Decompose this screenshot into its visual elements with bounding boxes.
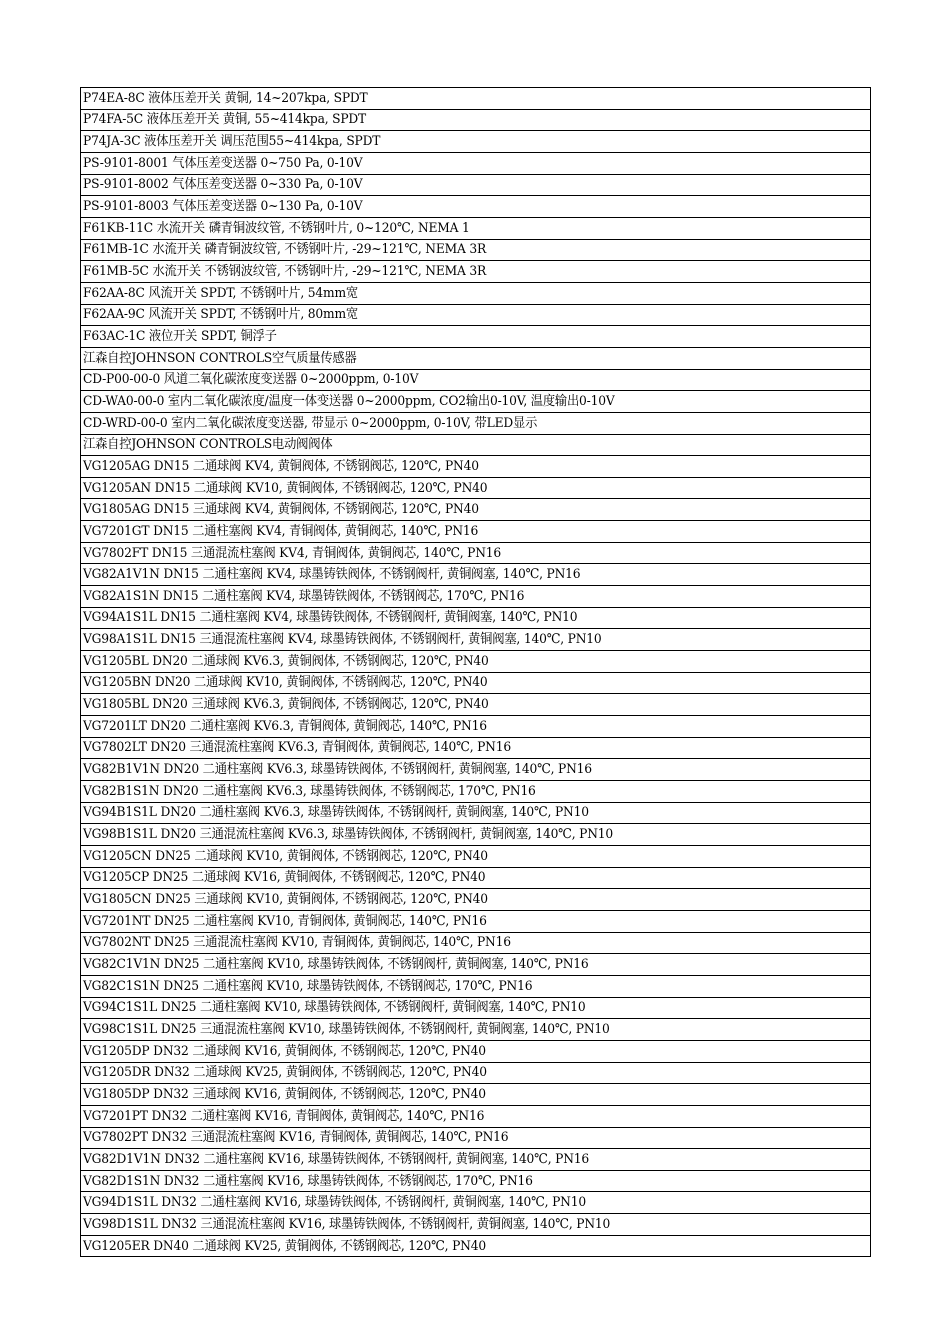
cell-text: 江森自控JOHNSON CONTROLS空气质量传感器 xyxy=(83,350,357,366)
table-row[interactable] xyxy=(81,673,870,695)
spreadsheet-table xyxy=(80,87,871,1257)
cell-text: P74JA-3C 液体压差开关 调压范围55~414kpa, SPDT xyxy=(83,134,381,150)
table-row[interactable] xyxy=(81,88,870,110)
cell-text: VG82A1S1N DN15 二通柱塞阀 KV4, 球墨铸铁阀体, 不锈钢阀芯, 170℃, PN16 xyxy=(83,588,525,604)
table-row[interactable] xyxy=(81,846,870,868)
table-row[interactable] xyxy=(81,175,870,197)
cell-text: VG7802NT DN25 三通混流柱塞阀 KV10, 青铜阀体, 黄铜阀芯, 140℃, PN16 xyxy=(83,935,511,951)
cell-text: 江森自控JOHNSON CONTROLS电动阀阀体 xyxy=(83,437,333,453)
table-row[interactable] xyxy=(81,738,870,760)
table-row[interactable] xyxy=(81,564,870,586)
cell-text: VG1805DP DN32 三通球阀 KV16, 黄铜阀体, 不锈钢阀芯, 120℃, PN40 xyxy=(83,1086,486,1102)
table-row[interactable] xyxy=(81,1106,870,1128)
cell-text: F61KB-11C 水流开关 磷青铜波纹管, 不锈钢叶片, 0~120℃, NEMA 1 xyxy=(83,220,470,236)
table-row[interactable] xyxy=(81,1084,870,1106)
table-row[interactable] xyxy=(81,1236,870,1258)
table-row[interactable] xyxy=(81,651,870,673)
table-row[interactable] xyxy=(81,196,870,218)
cell-text: VG82C1S1N DN25 二通柱塞阀 KV10, 球墨铸铁阀体, 不锈钢阀芯, 170℃, PN16 xyxy=(83,978,533,994)
table-row[interactable] xyxy=(81,435,870,457)
cell-text: VG1205ER DN40 二通球阀 KV25, 黄铜阀体, 不锈钢阀芯, 120℃, PN40 xyxy=(83,1238,486,1254)
table-row[interactable] xyxy=(81,478,870,500)
table-row[interactable] xyxy=(81,716,870,738)
table-row[interactable] xyxy=(81,305,870,327)
table-row[interactable] xyxy=(81,391,870,413)
table-row[interactable] xyxy=(81,110,870,132)
table-row[interactable] xyxy=(81,1041,870,1063)
cell-text: VG1205DP DN32 二通球阀 KV16, 黄铜阀体, 不锈钢阀芯, 120℃, PN40 xyxy=(83,1043,486,1059)
cell-text: CD-P00-00-0 风道二氧化碳浓度变送器 0~2000ppm, 0-10V xyxy=(83,372,419,388)
table-row[interactable] xyxy=(81,629,870,651)
cell-text: F61MB-1C 水流开关 磷青铜波纹管, 不锈钢叶片, -29~121℃, NEMA 3R xyxy=(83,242,487,258)
cell-text: CD-WRD-00-0 室内二氧化碳浓度变送器, 带显示 0~2000ppm, 0-10V, 带LED显示 xyxy=(83,415,538,431)
cell-text: VG7802FT DN15 三通混流柱塞阀 KV4, 青铜阀体, 黄铜阀芯, 140℃, PN16 xyxy=(83,545,502,561)
table-row[interactable] xyxy=(81,218,870,240)
table-row[interactable] xyxy=(81,413,870,435)
cell-text: VG1205CN DN25 二通球阀 KV10, 黄铜阀体, 不锈钢阀芯, 120℃, PN40 xyxy=(83,848,488,864)
table-row[interactable] xyxy=(81,543,870,565)
table-row[interactable] xyxy=(81,694,870,716)
table-row[interactable] xyxy=(81,521,870,543)
table-row[interactable] xyxy=(81,586,870,608)
table-row[interactable] xyxy=(81,759,870,781)
cell-text: VG7201NT DN25 二通柱塞阀 KV10, 青铜阀体, 黄铜阀芯, 140℃, PN16 xyxy=(83,913,487,929)
cell-text: VG1805BL DN20 三通球阀 KV6.3, 黄铜阀体, 不锈钢阀芯, 120℃, PN40 xyxy=(83,697,489,713)
cell-text: VG7201GT DN15 二通柱塞阀 KV4, 青铜阀体, 黄铜阀芯, 140℃, PN16 xyxy=(83,523,479,539)
table-row[interactable] xyxy=(81,803,870,825)
table-row[interactable] xyxy=(81,240,870,262)
cell-text: VG7201PT DN32 二通柱塞阀 KV16, 青铜阀体, 黄铜阀芯, 140℃, PN16 xyxy=(83,1108,485,1124)
table-row[interactable] xyxy=(81,976,870,998)
cell-text: VG82A1V1N DN15 二通柱塞阀 KV4, 球墨铸铁阀体, 不锈钢阀杆, 黄铜阀塞, 140℃, PN16 xyxy=(83,567,581,583)
cell-text: P74EA-8C 液体压差开关 黄铜, 14~207kpa, SPDT xyxy=(83,90,368,106)
table-row[interactable] xyxy=(81,1192,870,1214)
cell-text: CD-WA0-00-0 室内二氧化碳浓度/温度一体变送器 0~2000ppm, CO2输出0-10V, 温度输出0-10V xyxy=(83,393,615,409)
cell-text: VG98C1S1L DN25 三通混流柱塞阀 KV10, 球墨铸铁阀体, 不锈钢阀杆, 黄铜阀塞, 140℃, PN10 xyxy=(83,1021,610,1037)
table-row[interactable] xyxy=(81,1128,870,1150)
cell-text: VG94B1S1L DN20 二通柱塞阀 KV6.3, 球墨铸铁阀体, 不锈钢阀杆, 黄铜阀塞, 140℃, PN10 xyxy=(83,805,589,821)
cell-text: F63AC-1C 液位开关 SPDT, 铜浮子 xyxy=(83,328,277,344)
cell-text: VG82B1S1N DN20 二通柱塞阀 KV6.3, 球墨铸铁阀体, 不锈钢阀芯, 170℃, PN16 xyxy=(83,783,536,799)
table-row[interactable] xyxy=(81,348,870,370)
table-row[interactable] xyxy=(81,131,870,153)
cell-text: VG1205AN DN15 二通球阀 KV10, 黄铜阀体, 不锈钢阀芯, 120℃, PN40 xyxy=(83,480,488,496)
cell-text: VG7802PT DN32 三通混流柱塞阀 KV16, 青铜阀体, 黄铜阀芯, 140℃, PN16 xyxy=(83,1130,509,1146)
cell-text: VG1205BN DN20 二通球阀 KV10, 黄铜阀体, 不锈钢阀芯, 120℃, PN40 xyxy=(83,675,488,691)
table-row[interactable] xyxy=(81,370,870,392)
cell-text: VG7802LT DN20 三通混流柱塞阀 KV6.3, 青铜阀体, 黄铜阀芯, 140℃, PN16 xyxy=(83,740,511,756)
cell-text: VG82D1S1N DN32 二通柱塞阀 KV16, 球墨铸铁阀体, 不锈钢阀芯, 170℃, PN16 xyxy=(83,1173,533,1189)
cell-text: VG1205AG DN15 二通球阀 KV4, 黄铜阀体, 不锈钢阀芯, 120℃, PN40 xyxy=(83,458,479,474)
cell-text: P74FA-5C 液体压差开关 黄铜, 55~414kpa, SPDT xyxy=(83,112,367,128)
cell-text: VG1205BL DN20 二通球阀 KV6.3, 黄铜阀体, 不锈钢阀芯, 120℃, PN40 xyxy=(83,653,489,669)
cell-text: F62AA-8C 风流开关 SPDT, 不锈钢叶片, 54mm宽 xyxy=(83,285,358,301)
cell-text: PS-9101-8003 气体压差变送器 0~130 Pa, 0-10V xyxy=(83,199,363,214)
table-row[interactable] xyxy=(81,283,870,305)
cell-text: VG94C1S1L DN25 二通柱塞阀 KV10, 球墨铸铁阀体, 不锈钢阀杆, 黄铜阀塞, 140℃, PN10 xyxy=(83,1000,586,1016)
cell-text: PS-9101-8002 气体压差变送器 0~330 Pa, 0-10V xyxy=(83,177,363,193)
cell-text: PS-9101-8001 气体压差变送器 0~750 Pa, 0-10V xyxy=(83,155,363,171)
table-row[interactable] xyxy=(81,933,870,955)
table-row[interactable] xyxy=(81,499,870,521)
table-row[interactable] xyxy=(81,889,870,911)
table-row[interactable] xyxy=(81,911,870,933)
cell-text: VG94A1S1L DN15 二通柱塞阀 KV4, 球墨铸铁阀体, 不锈钢阀杆, 黄铜阀塞, 140℃, PN10 xyxy=(83,610,578,626)
table-row[interactable] xyxy=(81,954,870,976)
cell-text: VG1805AG DN15 三通球阀 KV4, 黄铜阀体, 不锈钢阀芯, 120℃, PN40 xyxy=(83,502,479,518)
table-row[interactable] xyxy=(81,153,870,175)
table-row[interactable] xyxy=(81,824,870,846)
table-row[interactable] xyxy=(81,1214,870,1236)
cell-text: VG1205DR DN32 二通球阀 KV25, 黄铜阀体, 不锈钢阀芯, 120℃, PN40 xyxy=(83,1065,487,1081)
cell-text: VG1205CP DN25 二通球阀 KV16, 黄铜阀体, 不锈钢阀芯, 120℃, PN40 xyxy=(83,870,486,886)
table-row[interactable] xyxy=(81,608,870,630)
cell-text: VG1805CN DN25 三通球阀 KV10, 黄铜阀体, 不锈钢阀芯, 120℃, PN40 xyxy=(83,892,488,907)
cell-text: VG82D1V1N DN32 二通柱塞阀 KV16, 球墨铸铁阀体, 不锈钢阀杆, 黄铜阀塞, 140℃, PN16 xyxy=(83,1151,589,1167)
cell-text: VG82B1V1N DN20 二通柱塞阀 KV6.3, 球墨铸铁阀体, 不锈钢阀杆, 黄铜阀塞, 140℃, PN16 xyxy=(83,762,592,778)
cell-text: F62AA-9C 风流开关 SPDT, 不锈钢叶片, 80mm宽 xyxy=(83,307,358,323)
table-row[interactable] xyxy=(81,326,870,348)
table-row[interactable] xyxy=(81,868,870,890)
cell-text: VG98A1S1L DN15 三通混流柱塞阀 KV4, 球墨铸铁阀体, 不锈钢阀杆, 黄铜阀塞, 140℃, PN10 xyxy=(83,632,602,648)
table-row[interactable] xyxy=(81,1171,870,1193)
table-row[interactable] xyxy=(81,1019,870,1041)
cell-text: VG94D1S1L DN32 二通柱塞阀 KV16, 球墨铸铁阀体, 不锈钢阀杆, 黄铜阀塞, 140℃, PN10 xyxy=(83,1195,586,1211)
table-row[interactable] xyxy=(81,781,870,803)
table-row[interactable] xyxy=(81,261,870,283)
table-row[interactable] xyxy=(81,1063,870,1085)
cell-text: VG7201LT DN20 二通柱塞阀 KV6.3, 青铜阀体, 黄铜阀芯, 140℃, PN16 xyxy=(83,718,487,734)
cell-text: VG98D1S1L DN32 三通混流柱塞阀 KV16, 球墨铸铁阀体, 不锈钢阀杆, 黄铜阀塞, 140℃, PN10 xyxy=(83,1216,611,1232)
table-row[interactable] xyxy=(81,1149,870,1171)
cell-text: F61MB-5C 水流开关 不锈钢波纹管, 不锈钢叶片, -29~121℃, NEMA 3R xyxy=(83,263,487,279)
table-row[interactable] xyxy=(81,998,870,1020)
cell-text: VG98B1S1L DN20 三通混流柱塞阀 KV6.3, 球墨铸铁阀体, 不锈钢阀杆, 黄铜阀塞, 140℃, PN10 xyxy=(83,827,613,843)
cell-text: VG82C1V1N DN25 二通柱塞阀 KV10, 球墨铸铁阀体, 不锈钢阀杆, 黄铜阀塞, 140℃, PN16 xyxy=(83,956,589,972)
table-row[interactable] xyxy=(81,456,870,478)
